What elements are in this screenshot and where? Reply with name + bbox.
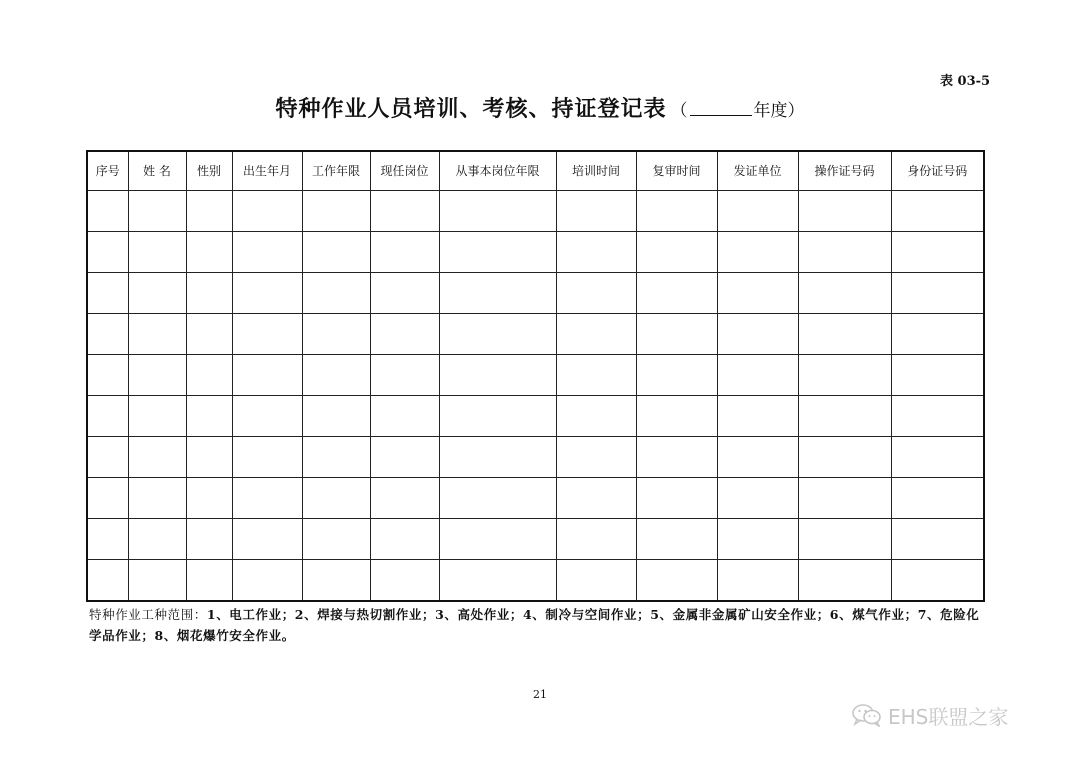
table-cell[interactable] [556,232,636,273]
table-cell[interactable] [370,355,439,396]
table-cell[interactable] [302,232,370,273]
table-cell[interactable] [302,437,370,478]
table-cell[interactable] [439,437,556,478]
table-cell[interactable] [186,314,232,355]
table-cell[interactable] [717,560,798,602]
table-cell[interactable] [636,232,717,273]
table-cell[interactable] [370,191,439,232]
column-header: 序号 [87,151,128,191]
table-cell[interactable] [186,273,232,314]
table-cell[interactable] [556,478,636,519]
table-cell[interactable] [439,232,556,273]
year-field [671,101,805,121]
table-cell[interactable] [556,314,636,355]
table-body [87,191,984,602]
table-cell[interactable] [232,191,302,232]
year-suffix: 年度） [753,101,805,121]
table-cell[interactable] [717,478,798,519]
table-row [87,560,984,602]
table-cell[interactable] [128,314,186,355]
title-text: 特种作业人员培训、考核、持证登记表 [275,96,667,122]
column-header: 身份证号码 [891,151,984,191]
table-cell[interactable] [636,560,717,602]
table-cell[interactable] [232,355,302,396]
table-cell[interactable] [87,191,128,232]
table-row [87,519,984,560]
column-header: 现任岗位 [370,151,439,191]
table-cell[interactable] [717,355,798,396]
table-cell[interactable] [556,191,636,232]
table-cell[interactable] [717,191,798,232]
table-cell[interactable] [439,478,556,519]
column-header: 性别 [186,151,232,191]
table-cell[interactable] [556,437,636,478]
table-row [87,314,984,355]
table-cell[interactable] [798,232,891,273]
column-header: 发证单位 [717,151,798,191]
table-row [87,437,984,478]
note-label: 特种作业工种范围： [89,607,207,622]
table-cell[interactable] [232,314,302,355]
watermark [852,700,1008,730]
table-cell[interactable] [439,560,556,602]
table-cell[interactable] [232,437,302,478]
table-cell[interactable] [128,396,186,437]
table-cell[interactable] [370,478,439,519]
table-cell[interactable] [232,519,302,560]
table-cell[interactable] [439,396,556,437]
table-cell[interactable] [439,314,556,355]
table-row [87,478,984,519]
column-header: 培训时间 [556,151,636,191]
table-cell[interactable] [128,437,186,478]
column-header: 姓 名 [128,151,186,191]
table-cell[interactable] [891,396,984,437]
table-cell[interactable] [87,314,128,355]
table-row [87,273,984,314]
table-cell[interactable] [232,560,302,602]
table-row [87,355,984,396]
table-cell[interactable] [128,191,186,232]
table-cell[interactable] [232,232,302,273]
table-cell[interactable] [186,396,232,437]
table-cell[interactable] [186,355,232,396]
column-header: 复审时间 [636,151,717,191]
table-cell[interactable] [128,478,186,519]
table-cell[interactable] [439,191,556,232]
table-cell[interactable] [798,355,891,396]
table-cell[interactable] [891,232,984,273]
work-types-note [89,604,984,646]
table-cell[interactable] [636,478,717,519]
table-row [87,232,984,273]
table-cell[interactable] [717,314,798,355]
table-cell[interactable] [370,519,439,560]
table-cell[interactable] [798,519,891,560]
column-header: 从事本岗位年限 [439,151,556,191]
table-cell[interactable] [302,355,370,396]
table-cell[interactable] [717,519,798,560]
table-cell[interactable] [717,437,798,478]
table-cell[interactable] [891,191,984,232]
table-cell[interactable] [87,519,128,560]
table-cell[interactable] [798,478,891,519]
table-row [87,396,984,437]
column-header: 出生年月 [232,151,302,191]
table-cell[interactable] [891,478,984,519]
table-cell[interactable] [302,273,370,314]
table-cell[interactable] [636,437,717,478]
table-cell[interactable] [891,273,984,314]
table-row [87,191,984,232]
table-cell[interactable] [302,314,370,355]
table-cell[interactable] [87,560,128,602]
table-cell[interactable] [891,355,984,396]
table-cell[interactable] [556,355,636,396]
column-header: 工作年限 [302,151,370,191]
wechat-icon [852,703,882,727]
table-cell[interactable] [798,560,891,602]
watermark-text: EHS联盟之家 [888,704,1009,729]
table-cell[interactable] [302,396,370,437]
registration-table [86,150,985,602]
table-cell[interactable] [370,560,439,602]
table-cell[interactable] [302,560,370,602]
table-cell[interactable] [87,273,128,314]
table-cell[interactable] [636,273,717,314]
table-cell[interactable] [556,396,636,437]
table-cell[interactable] [370,232,439,273]
table-cell[interactable] [87,478,128,519]
table-cell[interactable] [186,437,232,478]
table-cell[interactable] [636,396,717,437]
table-cell[interactable] [891,560,984,602]
table-cell[interactable] [87,355,128,396]
table-cell[interactable] [717,273,798,314]
table-cell[interactable] [636,314,717,355]
table-cell[interactable] [891,519,984,560]
year-blank-line [690,99,752,116]
table-cell[interactable] [370,437,439,478]
table-cell[interactable] [556,560,636,602]
table-cell[interactable] [186,560,232,602]
table-cell[interactable] [370,314,439,355]
table-cell[interactable] [556,273,636,314]
table-cell[interactable] [636,191,717,232]
table-cell[interactable] [798,437,891,478]
document-title [0,92,1080,123]
table-cell[interactable] [439,273,556,314]
table-cell[interactable] [232,273,302,314]
table-cell[interactable] [798,273,891,314]
note-body: 1、电工作业；2、焊接与热切割作业；3、高处作业；4、制冷与空间作业；5、金属非金属矿山安全作业；6、煤气作业；7、危险化学品作业；8、烟花爆竹安全作业。 [89,607,980,643]
page-number: 21 [533,688,547,701]
table-cell[interactable] [302,478,370,519]
table-cell[interactable] [636,355,717,396]
table-cell[interactable] [798,314,891,355]
table-cell[interactable] [439,355,556,396]
table-cell[interactable] [87,232,128,273]
table-cell[interactable] [891,314,984,355]
table-cell[interactable] [128,519,186,560]
table-cell[interactable] [798,396,891,437]
table-cell[interactable] [186,478,232,519]
table-cell[interactable] [439,519,556,560]
table-header-row [87,151,984,191]
table-cell[interactable] [370,273,439,314]
table-cell[interactable] [798,191,891,232]
table-cell[interactable] [556,519,636,560]
table-cell[interactable] [232,396,302,437]
column-header: 操作证号码 [798,151,891,191]
table-cell[interactable] [186,519,232,560]
table-cell[interactable] [186,191,232,232]
table-cell[interactable] [87,437,128,478]
table-cell[interactable] [128,273,186,314]
table-cell[interactable] [128,560,186,602]
table-cell[interactable] [186,232,232,273]
table-cell[interactable] [891,437,984,478]
table-cell[interactable] [636,519,717,560]
table-cell[interactable] [717,232,798,273]
table-cell[interactable] [87,396,128,437]
paren-open: （ [670,101,688,121]
table-cell[interactable] [302,191,370,232]
table-cell[interactable] [370,396,439,437]
form-code: 表 03-5 [940,74,991,89]
table-cell[interactable] [128,355,186,396]
table-cell[interactable] [232,478,302,519]
table-cell[interactable] [717,396,798,437]
table-cell[interactable] [302,519,370,560]
table-cell[interactable] [128,232,186,273]
